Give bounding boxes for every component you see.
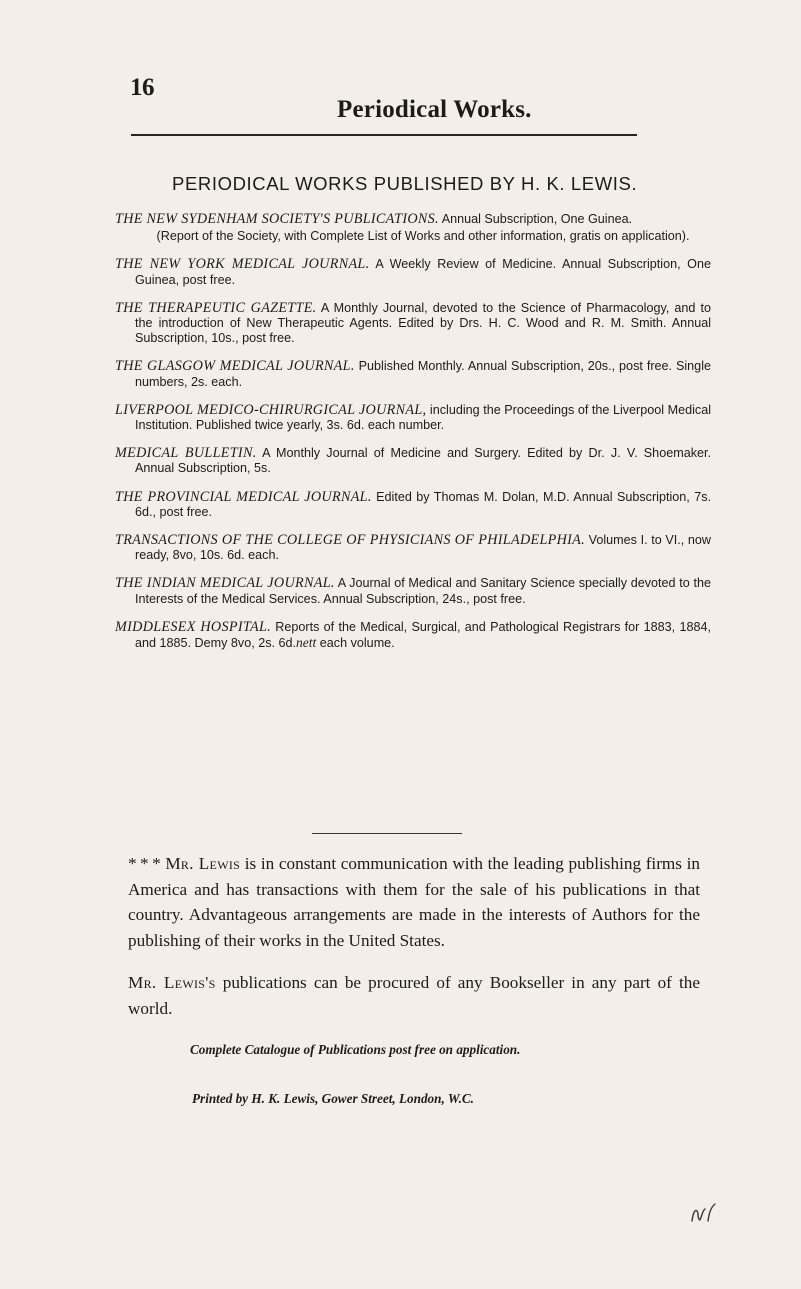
list-item [115, 620, 711, 651]
entry-body: A Journal of Medical and Sanitary Science specially devoted to the Interests of the Medical Services. Annual Subscription, 24s., post free. [135, 576, 711, 606]
list-item [115, 257, 711, 287]
page-number: 16 [130, 74, 154, 101]
entry-body: Annual Subscription, One Guinea. [438, 212, 633, 226]
entry-note: (Report of the Society, with Complete List of Works and other information, gratis on application). [156, 229, 690, 244]
list-item [115, 490, 711, 520]
entry-title: THE INDIAN MEDICAL JOURNAL. [115, 575, 335, 592]
entry-body: Published Monthly. Annual Subscription, 20s., post free. Single numbers, 2s. each. [135, 359, 711, 389]
entry-body: A Weekly Review of Medicine. Annual Subscription, One Guinea, post free. [135, 257, 711, 287]
list-item [115, 359, 711, 389]
entry-title: THE PROVINCIAL MEDICAL JOURNAL. [115, 488, 372, 505]
notice-paragraph [128, 970, 700, 1021]
notice-text: is in constant communication with the leading publishing firms in America and has transactions with them for the sale of his publications in that country. Advantageous arrangements are made in the interests of Authors for the publishing of their works in the United States. [128, 854, 701, 950]
asterism: * * * [128, 854, 161, 873]
entry-body: A Monthly Journal of Medicine and Surgery. Edited by Dr. J. V. Shoemaker. Annual Subscription, 5s. [135, 446, 711, 476]
list-item [115, 403, 711, 433]
section-title: PERIODICAL WORKS PUBLISHED BY H. K. LEWIS. [172, 173, 638, 194]
catalogue-note: Complete Catalogue of Publications post free on application. [190, 1042, 521, 1057]
entry-body: Reports of the Medical, Surgical, and Pathological Registrars for 1883, 1884, and 1885. Demy 8vo, 2s. 6d. [135, 619, 711, 651]
list-item [115, 212, 711, 244]
entry-body: including the Proceedings of the Liverpool Medical Institution. Published twice yearly, 3s. 6d. each number. [135, 402, 711, 433]
entry-body: Volumes I. to VI., now ready, 8vo, 10s. 6d. each. [135, 533, 711, 563]
entry-title: TRANSACTIONS OF THE COLLEGE OF PHYSICIANS OF PHILADELPHIA. [115, 532, 585, 549]
list-item [115, 576, 711, 606]
entry-title: THE GLASGOW MEDICAL JOURNAL. [115, 358, 355, 375]
entry-title: MIDDLESEX HOSPITAL. [115, 618, 271, 635]
list-item [115, 446, 711, 476]
entry-title: THE NEW YORK MEDICAL JOURNAL. [115, 256, 370, 273]
printer-imprint: Printed by H. K. Lewis, Gower Street, London, W.C. [192, 1091, 474, 1106]
entry-body: A Monthly Journal, devoted to the Science of Pharmacology, and to the introduction of New Therapeutic Agents. Edited by Drs. H. C. Wood and R. M. Smith. Annual Subscription, 10s., post free. [135, 300, 711, 346]
publisher-name: Mr. Lewis's [128, 973, 216, 992]
publisher-notice [128, 851, 700, 1038]
entry-body: Edited by Thomas M. Dolan, M.D. Annual Subscription, 7s. 6d., post free. [135, 489, 711, 519]
list-item [115, 533, 711, 563]
entry-title: THE NEW SYDENHAM SOCIETY'S PUBLICATIONS. [115, 211, 439, 227]
list-item [115, 301, 711, 347]
entry-title: THE THERAPEUTIC GAZETTE. [115, 299, 317, 316]
header-rule [131, 134, 637, 136]
entry-title: MEDICAL BULLETIN. [115, 445, 257, 462]
notice-text: publications can be procured of any Bookseller in any part of the world. [128, 973, 700, 1018]
notice-paragraph [128, 851, 700, 953]
entry-nett: nett [296, 635, 317, 651]
entry-tail: each volume. [316, 636, 395, 651]
running-title: Periodical Works. [337, 96, 532, 123]
periodicals-list [115, 212, 711, 664]
pencil-mark-icon [688, 1199, 722, 1223]
entry-title: LIVERPOOL MEDICO-CHIRURGICAL JOURNAL, [115, 401, 427, 418]
publisher-name: Mr. Lewis [165, 854, 241, 873]
section-divider [312, 833, 462, 834]
